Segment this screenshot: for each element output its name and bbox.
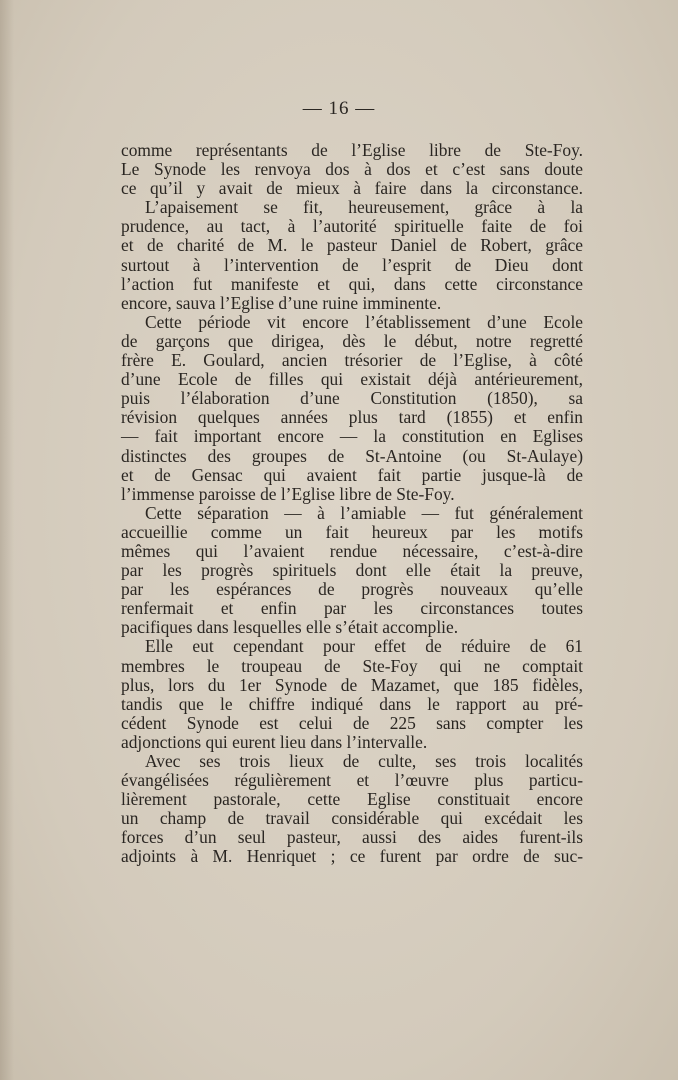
text-line: d’une Ecole de filles qui existait déjà antérieurement,: [121, 369, 583, 390]
text-line: distinctes des groupes de St-Antoine (ou St-Aulaye): [121, 445, 583, 466]
text-line: accueillie comme un fait heureux par les motifs: [121, 521, 583, 542]
text-line: évangélisées régulièrement et l’œuvre plus particu-: [121, 770, 583, 791]
text-line: frère E. Goulard, ancien trésorier de l’Eglise, à côté: [121, 350, 583, 371]
text-line: — fait important encore — la constitution en Eglises: [121, 426, 583, 447]
text-line: Cette séparation — à l’amiable — fut généralement: [145, 502, 583, 523]
text-line: cédent Synode est celui de 225 sans compter les: [121, 712, 583, 733]
text-line: un champ de travail considérable qui excédait les: [121, 808, 583, 829]
text-line: encore, sauva l’Eglise d’une ruine imminente.: [121, 292, 442, 313]
text-line: plus, lors du 1er Synode de Mazamet, que 185 fidèles,: [121, 674, 583, 695]
text-line: membres le troupeau de Ste-Foy qui ne comptait: [121, 655, 583, 676]
page-edge-shadow: [0, 0, 14, 1080]
text-line: par les espérances de progrès nouveaux qu’elle: [121, 579, 583, 600]
text-line: Cette période vit encore l’établissement d’une Ecole: [145, 311, 583, 332]
text-line: mêmes qui l’avaient rendue nécessaire, c’est-à-dire: [121, 540, 583, 561]
text-line: comme représentants de l’Eglise libre de Ste-Foy.: [121, 140, 583, 160]
text-line: Elle eut cependant pour effet de réduire de 61: [145, 636, 583, 657]
text-line: puis l’élaboration d’une Constitution (1850), sa: [121, 388, 583, 409]
page-number: — 16 —: [302, 98, 376, 119]
text-line: forces d’un seul pasteur, aussi des aides furent-ils: [121, 827, 583, 848]
body-text: [121, 141, 583, 867]
text-line: lièrement pastorale, cette Eglise constituait encore: [121, 789, 583, 810]
text-line: renfermait et enfin par les circonstances toutes: [121, 598, 583, 619]
text-line: ce qu’il y avait de mieux à faire dans la circonstance.: [121, 178, 583, 199]
text-line: révision quelques années plus tard (1855) et enfin: [121, 407, 583, 428]
text-line: adjoints à M. Henriquet ; ce furent par ordre de suc-: [121, 846, 583, 867]
text-line: L’apaisement se fit, heureusement, grâce à la: [145, 197, 583, 218]
text-line: par les progrès spirituels dont elle était la preuve,: [121, 560, 583, 581]
text-line: de garçons que dirigea, dès le début, notre regretté: [121, 330, 583, 351]
text-line: Avec ses trois lieux de culte, ses trois localités: [145, 751, 583, 771]
text-line: pacifiques dans lesquelles elle s’était accomplie.: [121, 617, 459, 638]
text-line: tandis que le chiffre indiqué dans le rapport au pré-: [121, 693, 583, 714]
text-line: surtout à l’intervention de l’esprit de Dieu dont: [121, 254, 583, 275]
text-line: l’action fut manifeste et qui, dans cette circonstance: [121, 273, 583, 294]
text-line: et de Gensac qui avaient fait partie jusque-là de: [121, 464, 583, 485]
text-line: l’immense paroisse de l’Eglise libre de Ste-Foy.: [121, 483, 455, 504]
text-line: prudence, au tact, à l’autorité spirituelle faite de foi: [121, 216, 583, 237]
text-line: et de charité de M. le pasteur Daniel de Robert, grâce: [121, 235, 583, 256]
text-line: Le Synode les renvoya dos à dos et c’est sans doute: [121, 159, 583, 180]
text-line: adjonctions qui eurent lieu dans l’intervalle.: [121, 731, 428, 752]
